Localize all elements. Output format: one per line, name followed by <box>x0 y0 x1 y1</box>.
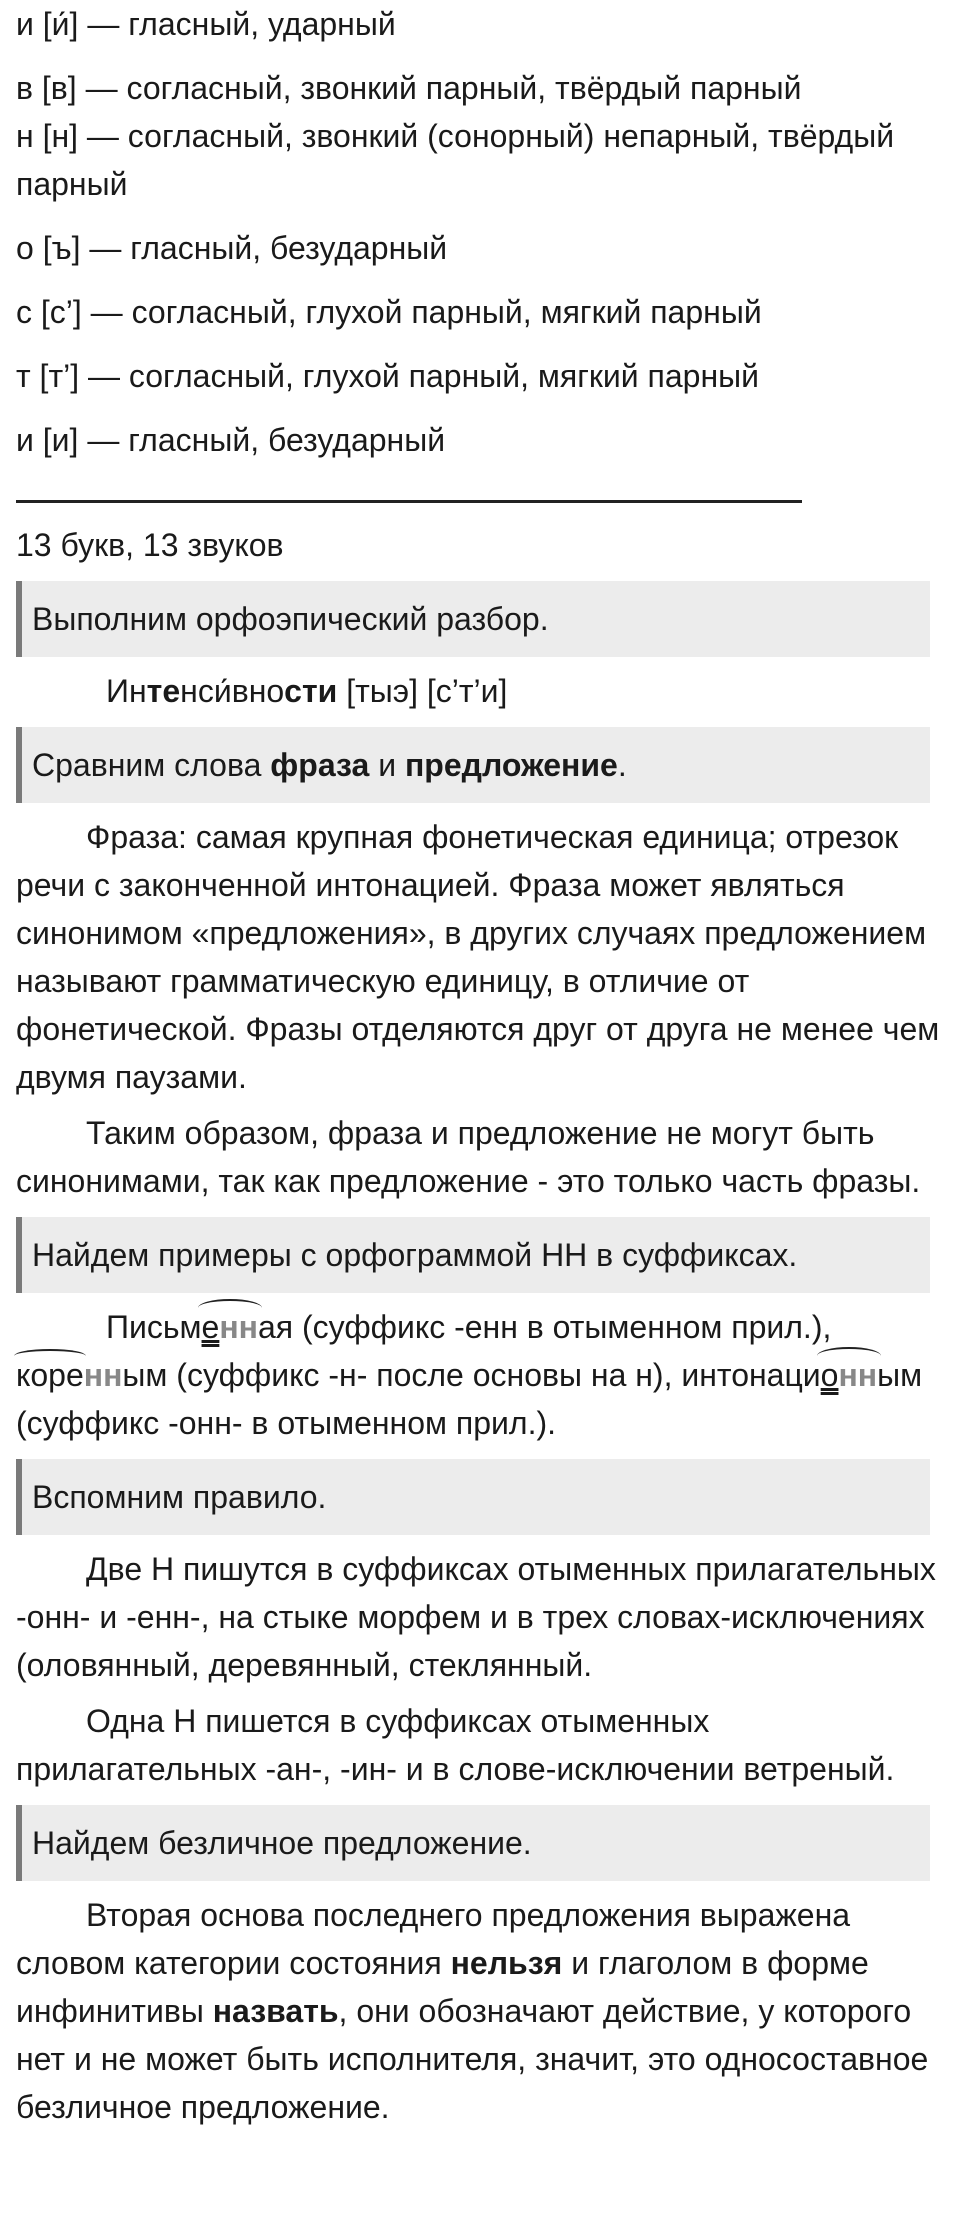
phonetic-line: т [т’] — согласный, глухой парный, мягкий парный <box>16 358 759 394</box>
phonetic-line: в [в] — согласный, звонкий парный, твёрдый парный <box>16 70 802 106</box>
phonetic-line: н [н] — согласный, звонкий (сонорный) непарный, твёрдый парный <box>16 118 895 202</box>
paragraph: Таким образом, фраза и предложение не могут быть синонимами, так как предложение - это только часть фразы. <box>16 1115 921 1199</box>
phonetic-line: с [с’] — согласный, глухой парный, мягкий парный <box>16 294 762 330</box>
paragraph: Две Н пишутся в суффиксах отыменных прилагательных -онн- и -енн-, на стыке морфем и в трех словах-исключениях (оловянный, деревянный, стеклянный. <box>16 1551 936 1683</box>
section-heading: Найдем безличное предложение. <box>16 1805 930 1881</box>
section-heading: Вспомним правило. <box>16 1459 930 1535</box>
phonetic-line: о [ъ] — гласный, безударный <box>16 230 448 266</box>
paragraph: Фраза: самая крупная фонетическая единица; отрезок речи с законченной интонацией. Фраза может являться синонимом «предложения», в других случаях предложением называют грамматическую единицу, в отличие от фонетической. Фразы отделяются друг от друга не менее чем двумя паузами. <box>16 819 940 1095</box>
suffix-arc: онн <box>821 1351 877 1399</box>
section-heading: Сравним слова фраза и предложение. <box>16 727 930 803</box>
phonetic-line: и [и́] — гласный, ударный <box>16 6 396 42</box>
paragraph: Вторая основа последнего предложения выражена словом категории состояния нельзя и глаголом в форме инфинитивы назвать, они обозначают действие, у которого нет и не может быть исполнителя, значит, это односоставное безличное предложение. <box>16 1897 929 2125</box>
phonetic-line: и [и] — гласный, безударный <box>16 422 446 458</box>
orthoepic-word: Интенси́вности [тыэ] [с’т’и] <box>106 673 508 709</box>
examples-block: Письменная (суффикс -енн в отыменном прил.), коренным (суффикс -н- после основы на н), интонационным (суффикс -онн- в отыменном прил.). <box>16 1303 944 1447</box>
section-heading: Найдем примеры с орфограммой НН в суффиксах. <box>16 1217 930 1293</box>
letter-sound-count: 13 букв, 13 звуков <box>16 527 284 563</box>
section-heading: Выполним орфоэпический разбор. <box>16 581 930 657</box>
divider <box>16 500 802 503</box>
paragraph: Одна Н пишется в суффиксах отыменных прилагательных -ан-, -ин- и в слове-исключении ветреный. <box>16 1703 895 1787</box>
root-arc: коре <box>16 1351 84 1399</box>
suffix-arc: енн <box>202 1303 258 1351</box>
